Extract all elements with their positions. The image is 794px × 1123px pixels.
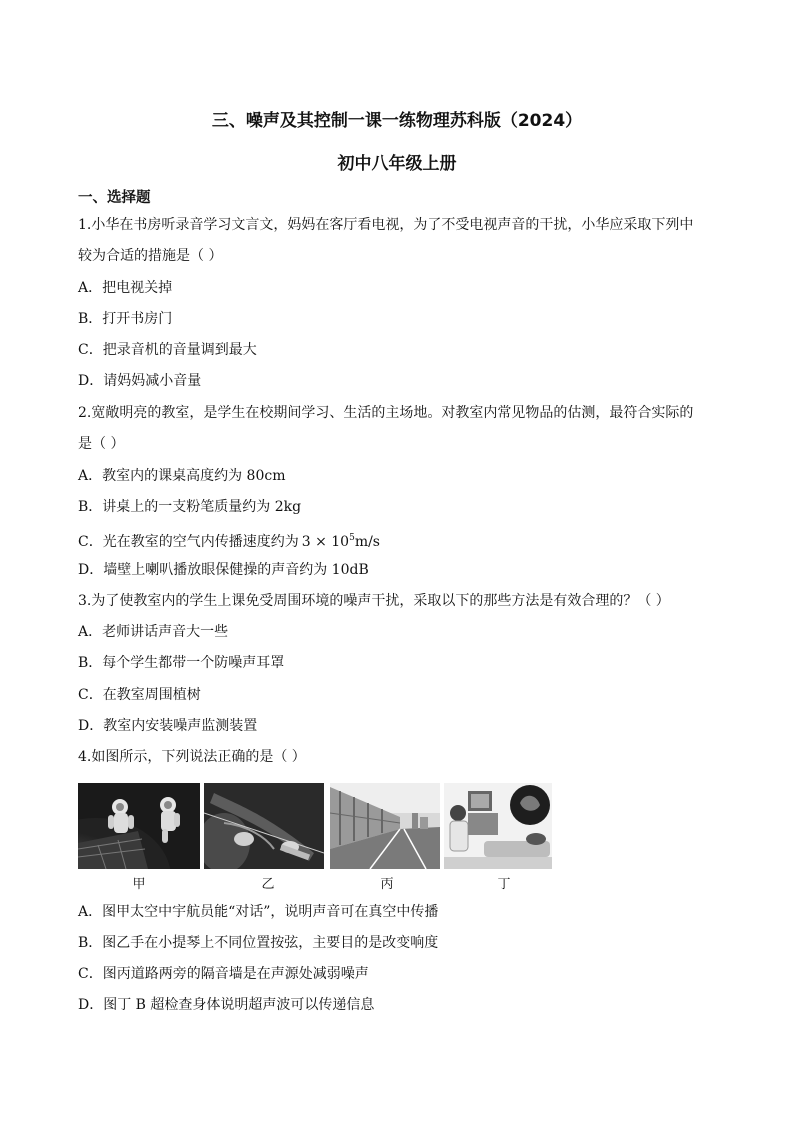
q2-option-c-unit: m/s bbox=[354, 534, 380, 550]
q1-option-b: B．打开书房门 bbox=[78, 311, 173, 327]
q2-option-a: A．教室内的课桌高度约为 80cm bbox=[78, 468, 286, 484]
q2-stem-line1: 2.宽敞明亮的教室，是学生在校期间学习、生活的主场地。对教室内常见物品的估测，最符合实际的 bbox=[78, 405, 694, 421]
section-heading: 一、选择题 bbox=[78, 190, 151, 206]
q2-option-c-text: C．光在教室的空气内传播速度约为 bbox=[78, 534, 299, 550]
caption-jia: 甲 bbox=[132, 877, 146, 892]
ultrasound-photo bbox=[444, 783, 552, 869]
q3-option-c: C．在教室周围植树 bbox=[78, 687, 201, 703]
q1-stem-line1: 1.小华在书房听录音学习文言文，妈妈在客厅看电视，为了不受电视声音的干扰，小华应采取下列中 bbox=[78, 217, 694, 233]
q2-option-c-base: 3 × 10 bbox=[301, 534, 350, 550]
q2-option-c-exp: 5 bbox=[349, 533, 355, 543]
caption-bing: 丙 bbox=[380, 877, 394, 892]
q2-option-c bbox=[78, 529, 380, 551]
caption-ding: 丁 bbox=[497, 877, 511, 892]
doc-title: 三、噪声及其控制一课一练物理苏科版（2024） bbox=[211, 111, 583, 131]
astronaut-photo bbox=[78, 783, 200, 869]
q2-stem-line2: 是（ ） bbox=[78, 436, 125, 452]
q1-stem-line2: 较为合适的措施是（ ） bbox=[78, 248, 223, 264]
q2-option-b: B．讲桌上的一支粉笔质量约为 2kg bbox=[78, 499, 302, 515]
q3-option-a: A．老师讲话声音大一些 bbox=[78, 624, 229, 640]
q3-stem-line1: 3.为了使教室内的学生上课免受周围环境的噪声干扰，采取以下的那些方法是有效合理的？（ ） bbox=[78, 593, 670, 609]
violin-photo bbox=[204, 783, 324, 869]
sound-barrier-photo bbox=[330, 783, 440, 869]
q1-option-a: A．把电视关掉 bbox=[78, 280, 173, 296]
q1-option-c: C．把录音机的音量调到最大 bbox=[78, 342, 257, 358]
doc-subtitle: 初中八年级上册 bbox=[337, 154, 457, 174]
q4-option-a: A．图甲太空中宇航员能“对话”，说明声音可在真空中传播 bbox=[78, 904, 439, 920]
q4-stem-line1: 4.如图所示，下列说法正确的是（ ） bbox=[78, 749, 306, 765]
q3-option-d: D．教室内安装噪声监测装置 bbox=[78, 718, 258, 734]
q4-option-d: D．图丁 B 超检查身体说明超声波可以传递信息 bbox=[78, 997, 375, 1013]
q4-option-c: C．图丙道路两旁的隔音墙是在声源处减弱噪声 bbox=[78, 966, 369, 982]
q3-option-b: B．每个学生都带一个防噪声耳罩 bbox=[78, 655, 285, 671]
q2-option-d: D．墙壁上喇叭播放眼保健操的声音约为 10dB bbox=[78, 562, 369, 578]
q4-option-b: B．图乙手在小提琴上不同位置按弦，主要目的是改变响度 bbox=[78, 935, 439, 951]
q1-option-d: D．请妈妈减小音量 bbox=[78, 373, 202, 389]
caption-yi: 乙 bbox=[261, 877, 275, 892]
